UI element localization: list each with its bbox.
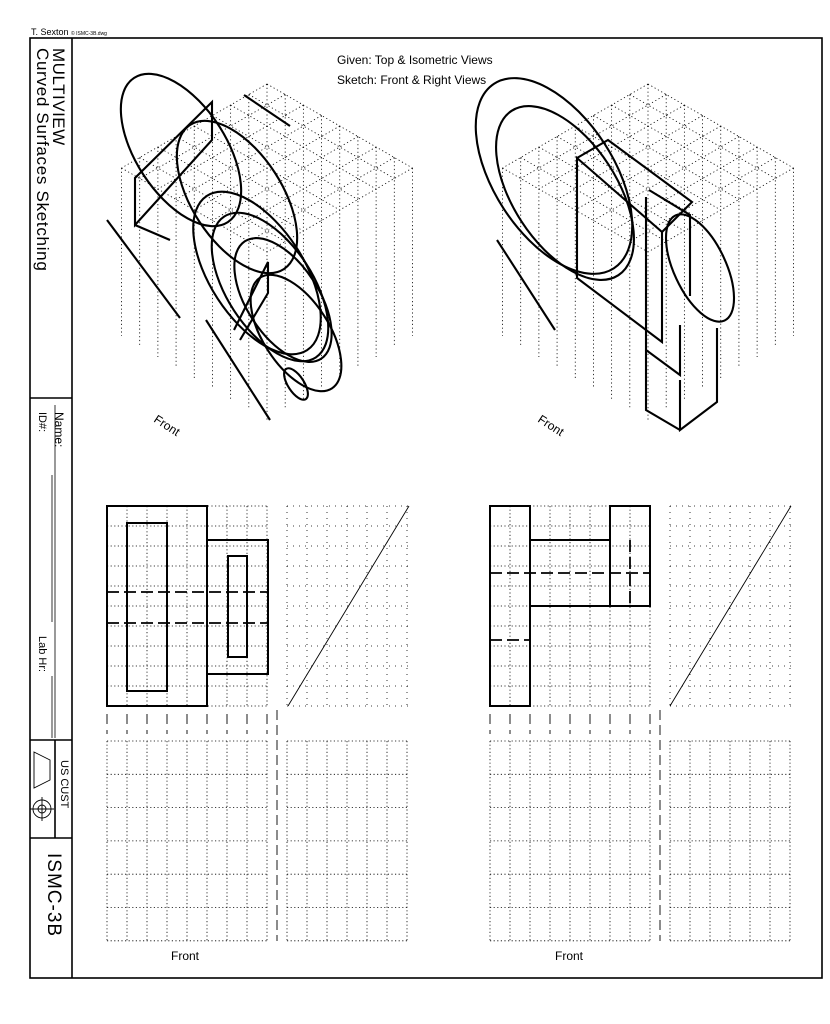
author-credit xyxy=(31,27,107,37)
top-view-1-hidden-lines xyxy=(107,592,268,623)
file-note: © ISMC-3B.dwg xyxy=(71,31,107,37)
instruction-sketch: Sketch: Front & Right Views xyxy=(337,73,487,87)
iso-front-label-1: Front xyxy=(151,412,183,439)
projection-symbol-icon xyxy=(30,752,54,821)
iso-object-1 xyxy=(96,53,359,420)
id-label: ID#: xyxy=(36,412,48,433)
ortho-grid-2 xyxy=(490,506,791,941)
title-block-lines xyxy=(52,405,55,738)
author-name: T. Sexton xyxy=(31,27,69,37)
subject-label: MULTIVIEW xyxy=(49,48,68,146)
sheet-code: ISMC-3B xyxy=(43,853,64,938)
ortho-front-label-2: Front xyxy=(555,949,584,963)
isometric-view-1 xyxy=(122,84,413,420)
name-label: Name: xyxy=(52,412,66,448)
lab-hour-label: Lab Hr: xyxy=(36,636,48,673)
ortho-front-label-1: Front xyxy=(171,949,200,963)
iso-front-label-2: Front xyxy=(535,412,567,439)
sheet-border xyxy=(30,38,822,978)
iso-object-2 xyxy=(444,51,748,430)
instruction-given: Given: Top & Isometric Views xyxy=(337,53,493,67)
miter-line-1 xyxy=(288,506,409,706)
sheet-title: Curved Surfaces Sketching xyxy=(33,48,52,272)
ortho-grid-1 xyxy=(107,506,408,941)
projection-label: US CUST xyxy=(58,760,70,809)
